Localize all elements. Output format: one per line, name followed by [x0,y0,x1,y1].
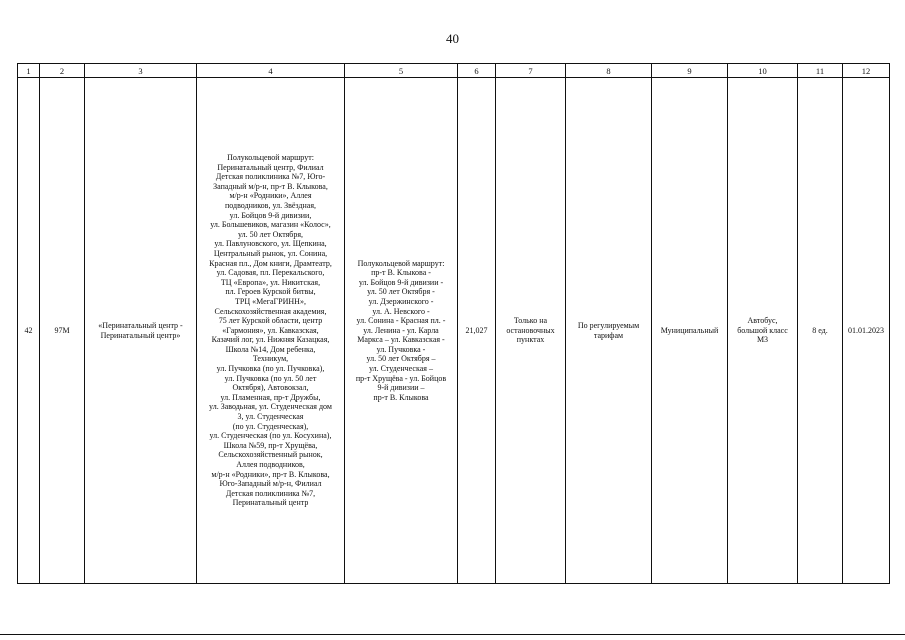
column-header: 1 [18,64,40,78]
cell-start-date: 01.01.2023 [843,78,890,584]
cell-stops: Полукольцевой маршрут: Перинатальный центр, Филиал Детская поликлиника №7, Юго- Западный м/р-н, пр-т В. Клыкова, м/р-н «Родники», Аллея подводников, ул. Звёздная, ул. Бойцов 9-й дивизии, ул. Большевиков, магазин «Колос», ул. 50 лет Октября, ул. Павлуновского, ул. Щепкина, Центральный рынок, ул. Сонина, Красная пл., Дом книги, Драмтеатр, ул. Садовая, пл. Перекальского, ТЦ «Европа», ул. Никитская, пл. Героев Курской битвы, ТРЦ «МегаГРИНН», Сельскохозяйственная академия, 75 лет Курской области, центр «Гармония», ул. Кавказская, Казачий лог, ул. Нижняя Казацкая, Школа №14, Дом ребенка, Техникум, ул. Пучковка (по ул. Пучковка), ул. Пучковка (по ул. 50 лет Октября), Автовокзал, ул. Пламенная, пр-т Дружбы, ул. Заводьная, ул. Студенческая дом 3, ул. Студенческая (по ул. Студенческая), ул. Студенческая (по ул. Косухина), Школа №59, пр-т Хрущёва, Сельскохозяйственный рынок, Аллея подводников, м/р-н «Родники», пр-т В. Клыкова, Юго-Западный м/р-н, Филиал Детская поликлиника №7, Перинатальный центр [197,78,345,584]
cell-carrier-type: Муниципальный [652,78,728,584]
column-header: 8 [566,64,652,78]
cell-vehicle-class: Автобус, большой класс М3 [728,78,798,584]
column-header: 2 [40,64,85,78]
header-row [18,64,890,78]
cell-route-name: «Перинатальный центр - Перинатальный центр» [85,78,197,584]
cell-streets: Полукольцевой маршрут: пр-т В. Клыкова - ул. Бойцов 9-й дивизии - ул. 50 лет Октября - ул. Дзержинского - ул. А. Невского - ул. Сонина - Красная пл. - ул. Ленина - ул. Карла Маркса – ул. Кавказская - ул. Пучковка - ул. 50 лет Октября – ул. Студенческая – пр-т Хрущёва - ул. Бойцов 9-й дивизии – пр-т В. Клыкова [345,78,458,584]
page-number: 40 [446,31,459,46]
cell-vehicle-count: 8 ед. [798,78,843,584]
bottom-rule [0,634,905,635]
column-header: 3 [85,64,197,78]
column-header: 5 [345,64,458,78]
column-header: 10 [728,64,798,78]
cell-number: 42 [18,78,40,584]
table-row [18,78,890,584]
column-header: 12 [843,64,890,78]
cell-boarding: Только на остановочных пунктах [496,78,566,584]
cell-tariff: По регулируемым тарифам [566,78,652,584]
column-header: 4 [197,64,345,78]
route-table [17,63,890,584]
column-header: 11 [798,64,843,78]
cell-length: 21,027 [458,78,496,584]
cell-route-code: 97М [40,78,85,584]
column-header: 6 [458,64,496,78]
column-header: 7 [496,64,566,78]
column-header: 9 [652,64,728,78]
